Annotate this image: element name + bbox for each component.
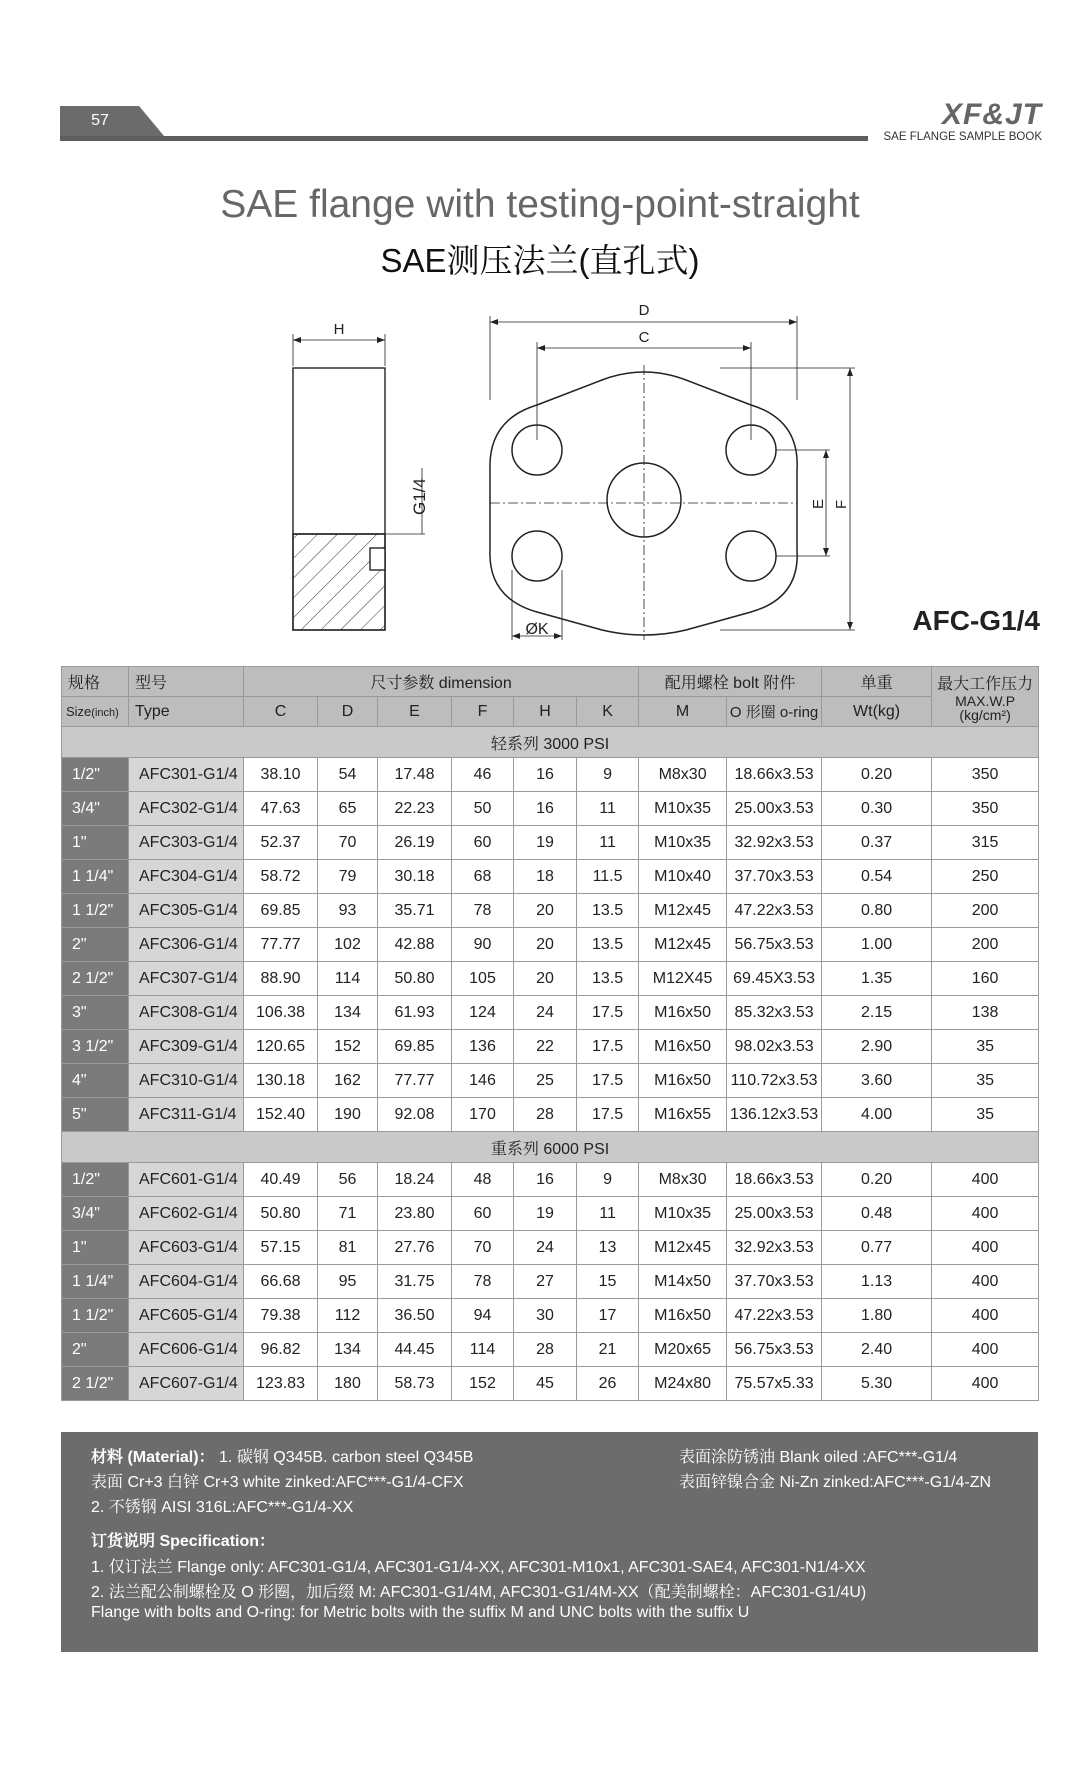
table-cell: M10x35: [639, 826, 727, 860]
hdr-bolt: 配用螺栓 bolt 附件: [639, 667, 822, 697]
table-cell: 21: [577, 1333, 639, 1367]
table-cell: 123.83: [244, 1367, 318, 1401]
table-cell: M12x45: [639, 1231, 727, 1265]
table-cell: 60: [452, 826, 514, 860]
spec-line-1: 1. 仅订法兰 Flange only: AFC301-G1/4, AFC301-G1/4-XX, AFC301-M10x1, AFC301-SAE4, AFC301-N1/4-XX: [91, 1559, 866, 1576]
table-cell: M12X45: [639, 962, 727, 996]
material-text-1: 1. 碳钢 Q345B. carbon steel Q345B: [214, 1449, 474, 1466]
table-cell: 13: [577, 1231, 639, 1265]
table-cell: 15: [577, 1265, 639, 1299]
table-cell: 19: [514, 1197, 577, 1231]
table-cell: 50: [452, 792, 514, 826]
table-cell: AFC311-G1/4: [129, 1098, 244, 1132]
table-cell: 40.49: [244, 1163, 318, 1197]
table-cell: M12x45: [639, 894, 727, 928]
table-cell: 71: [318, 1197, 378, 1231]
table-cell: 2": [62, 1333, 129, 1367]
table-cell: M16x55: [639, 1098, 727, 1132]
table-cell: 146: [452, 1064, 514, 1098]
table-cell: 3.60: [822, 1064, 932, 1098]
table-cell: 18.66x3.53: [727, 758, 822, 792]
material-right-2: 表面锌镍合金 Ni-Zn zinked:AFC***-G1/4-ZN: [679, 1474, 992, 1491]
header-rule: [60, 136, 868, 141]
table-cell: 17: [577, 1299, 639, 1333]
table-cell: 110.72x3.53: [727, 1064, 822, 1098]
table-cell: 60: [452, 1197, 514, 1231]
table-cell: 75.57x5.33: [727, 1367, 822, 1401]
table-cell: 0.77: [822, 1231, 932, 1265]
e-dim-label: E: [810, 498, 827, 509]
table-cell: 25.00x3.53: [727, 1197, 822, 1231]
table-cell: 13.5: [577, 962, 639, 996]
table-cell: 35: [932, 1098, 1039, 1132]
technical-drawing: [0, 295, 1080, 655]
table-cell: AFC601-G1/4: [129, 1163, 244, 1197]
hdr-col-oring: O 形圈 o-ring: [727, 697, 822, 727]
table-cell: 47.63: [244, 792, 318, 826]
table-cell: 17.5: [577, 1064, 639, 1098]
hdr-col-m: M: [639, 697, 727, 727]
table-cell: 106.38: [244, 996, 318, 1030]
page-title-cn: SAE测压法兰(直孔式): [380, 242, 700, 279]
table-cell: 88.90: [244, 962, 318, 996]
table-cell: 152: [318, 1030, 378, 1064]
table-cell: 0.80: [822, 894, 932, 928]
table-cell: 3/4": [62, 792, 129, 826]
table-cell: M16x50: [639, 996, 727, 1030]
table-cell: 170: [452, 1098, 514, 1132]
section-row-light: [62, 727, 1039, 758]
table-cell: 400: [932, 1197, 1039, 1231]
table-cell: 47.22x3.53: [727, 1299, 822, 1333]
table-cell: 315: [932, 826, 1039, 860]
table-cell: 0.20: [822, 1163, 932, 1197]
table-cell: AFC604-G1/4: [129, 1265, 244, 1299]
table-cell: 138: [932, 996, 1039, 1030]
table-cell: AFC606-G1/4: [129, 1333, 244, 1367]
heavy-series-label: 重系列 6000 PSI: [62, 1132, 1039, 1163]
table-cell: 1/2": [62, 1163, 129, 1197]
table-cell: 78: [452, 894, 514, 928]
table-row: [62, 792, 1039, 826]
table-cell: 112: [318, 1299, 378, 1333]
table-cell: AFC303-G1/4: [129, 826, 244, 860]
table-cell: 94: [452, 1299, 514, 1333]
table-cell: 5.30: [822, 1367, 932, 1401]
table-cell: 18: [514, 860, 577, 894]
light-series-label: 轻系列 3000 PSI: [62, 727, 1039, 758]
table-row: [62, 1098, 1039, 1132]
table-cell: 16: [514, 792, 577, 826]
table-cell: 38.10: [244, 758, 318, 792]
table-cell: 30.18: [378, 860, 452, 894]
table-row: [62, 894, 1039, 928]
table-cell: M16x50: [639, 1030, 727, 1064]
table-cell: 22: [514, 1030, 577, 1064]
spec-label: 订货说明 Specification：: [91, 1533, 276, 1550]
table-cell: 96.82: [244, 1333, 318, 1367]
material-line-2: 表面 Cr+3 白锌 Cr+3 white zinked:AFC***-G1/4-CFX: [91, 1474, 464, 1491]
table-cell: M20x65: [639, 1333, 727, 1367]
f-dim-label: F: [833, 499, 850, 509]
model-code: AFC-G1/4: [912, 605, 1040, 636]
table-row: [62, 1299, 1039, 1333]
table-cell: M16x50: [639, 1064, 727, 1098]
table-cell: 56: [318, 1163, 378, 1197]
table-cell: 0.30: [822, 792, 932, 826]
table-cell: 27: [514, 1265, 577, 1299]
table-cell: 32.92x3.53: [727, 1231, 822, 1265]
table-cell: 11: [577, 826, 639, 860]
table-cell: 35: [932, 1064, 1039, 1098]
d-dim-label: D: [638, 302, 650, 319]
table-cell: 24: [514, 1231, 577, 1265]
table-cell: 350: [932, 758, 1039, 792]
table-cell: 23.80: [378, 1197, 452, 1231]
table-cell: 69.85: [244, 894, 318, 928]
table-cell: 130.18: [244, 1064, 318, 1098]
hdr-pressure: [932, 667, 1039, 727]
table-cell: 93: [318, 894, 378, 928]
table-cell: 57.15: [244, 1231, 318, 1265]
table-cell: 18.66x3.53: [727, 1163, 822, 1197]
table-cell: AFC305-G1/4: [129, 894, 244, 928]
table-cell: 160: [932, 962, 1039, 996]
table-cell: 26.19: [378, 826, 452, 860]
hdr-col-f: F: [452, 697, 514, 727]
table-cell: 18.24: [378, 1163, 452, 1197]
table-cell: 1.13: [822, 1265, 932, 1299]
table-row: [62, 1231, 1039, 1265]
table-cell: 69.45X3.53: [727, 962, 822, 996]
table-cell: 134: [318, 1333, 378, 1367]
table-cell: 250: [932, 860, 1039, 894]
table-cell: 124: [452, 996, 514, 1030]
table-cell: 1.35: [822, 962, 932, 996]
table-cell: 1.80: [822, 1299, 932, 1333]
table-cell: 31.75: [378, 1265, 452, 1299]
h-dim-label: H: [333, 321, 345, 338]
table-cell: 79: [318, 860, 378, 894]
table-cell: 17.5: [577, 1030, 639, 1064]
table-row: [62, 1333, 1039, 1367]
table-cell: 35: [932, 1030, 1039, 1064]
material-label: 材料 (Material)：: [91, 1449, 215, 1466]
table-cell: 400: [932, 1367, 1039, 1401]
table-cell: 19: [514, 826, 577, 860]
table-cell: 0.37: [822, 826, 932, 860]
hdr-col-h: H: [514, 697, 577, 727]
table-cell: 27.76: [378, 1231, 452, 1265]
table-row: [62, 928, 1039, 962]
table-cell: 30: [514, 1299, 577, 1333]
page-number: 57: [91, 112, 109, 129]
table-cell: 1.00: [822, 928, 932, 962]
table-cell: 20: [514, 928, 577, 962]
table-cell: AFC603-G1/4: [129, 1231, 244, 1265]
table-cell: 1 1/4": [62, 1265, 129, 1299]
table-cell: 400: [932, 1163, 1039, 1197]
table-cell: 136.12x3.53: [727, 1098, 822, 1132]
table-cell: 3": [62, 996, 129, 1030]
table-cell: 78: [452, 1265, 514, 1299]
table-cell: 400: [932, 1231, 1039, 1265]
table-cell: 13.5: [577, 894, 639, 928]
table-cell: AFC304-G1/4: [129, 860, 244, 894]
table-cell: 35.71: [378, 894, 452, 928]
hdr-col-c: C: [244, 697, 318, 727]
table-cell: 9: [577, 1163, 639, 1197]
table-cell: 85.32x3.53: [727, 996, 822, 1030]
table-cell: 0.54: [822, 860, 932, 894]
table-cell: 45: [514, 1367, 577, 1401]
table-cell: 1": [62, 1231, 129, 1265]
table-cell: 46: [452, 758, 514, 792]
table-cell: 16: [514, 758, 577, 792]
c-dim-label: C: [638, 329, 650, 346]
table-cell: 400: [932, 1333, 1039, 1367]
table-cell: 77.77: [244, 928, 318, 962]
table-cell: 24: [514, 996, 577, 1030]
table-cell: 70: [452, 1231, 514, 1265]
table-cell: 9: [577, 758, 639, 792]
table-cell: 190: [318, 1098, 378, 1132]
table-cell: 1 1/2": [62, 894, 129, 928]
table-cell: 81: [318, 1231, 378, 1265]
table-cell: 92.08: [378, 1098, 452, 1132]
table-cell: 58.72: [244, 860, 318, 894]
table-cell: 1/2": [62, 758, 129, 792]
table-cell: M10x35: [639, 792, 727, 826]
table-cell: AFC307-G1/4: [129, 962, 244, 996]
table-cell: M24x80: [639, 1367, 727, 1401]
table-cell: 134: [318, 996, 378, 1030]
table-cell: 114: [318, 962, 378, 996]
table-cell: 200: [932, 928, 1039, 962]
table-cell: 3/4": [62, 1197, 129, 1231]
table-cell: 11.5: [577, 860, 639, 894]
table-cell: 400: [932, 1265, 1039, 1299]
hdr-weight-en: Wt(kg): [822, 697, 932, 727]
spec-table: [61, 666, 1039, 1401]
table-row: [62, 1163, 1039, 1197]
table-row: [62, 1367, 1039, 1401]
spec-line-3: Flange with bolts and O-ring: for Metric bolts with the suffix M and UNC bolts with the suffix U: [91, 1604, 750, 1621]
hdr-size-en: Size(inch): [62, 697, 129, 727]
table-cell: 42.88: [378, 928, 452, 962]
table-cell: 2": [62, 928, 129, 962]
table-row: [62, 1064, 1039, 1098]
heavy-series-rows: [62, 1163, 1039, 1401]
table-cell: AFC602-G1/4: [129, 1197, 244, 1231]
table-cell: AFC306-G1/4: [129, 928, 244, 962]
k-dim-label: ØK: [525, 621, 549, 638]
table-cell: M8x30: [639, 758, 727, 792]
table-cell: 77.77: [378, 1064, 452, 1098]
table-cell: 25.00x3.53: [727, 792, 822, 826]
table-cell: 20: [514, 962, 577, 996]
table-cell: 56.75x3.53: [727, 928, 822, 962]
table-cell: AFC310-G1/4: [129, 1064, 244, 1098]
hdr-size-cn: 规格: [62, 667, 129, 697]
table-cell: 1 1/4": [62, 860, 129, 894]
table-cell: 16: [514, 1163, 577, 1197]
table-cell: 95: [318, 1265, 378, 1299]
table-cell: 61.93: [378, 996, 452, 1030]
table-cell: 79.38: [244, 1299, 318, 1333]
table-cell: 11: [577, 1197, 639, 1231]
table-cell: 4": [62, 1064, 129, 1098]
table-cell: 50.80: [378, 962, 452, 996]
hdr-col-k: K: [577, 697, 639, 727]
table-row: [62, 826, 1039, 860]
hdr-pressure-unit: (kg/cm²): [959, 707, 1011, 723]
material-line-1: [91, 1444, 473, 1467]
table-cell: 50.80: [244, 1197, 318, 1231]
table-cell: 1 1/2": [62, 1299, 129, 1333]
table-cell: 17.48: [378, 758, 452, 792]
table-cell: 11: [577, 792, 639, 826]
table-cell: 17.5: [577, 996, 639, 1030]
table-row: [62, 996, 1039, 1030]
table-cell: 5": [62, 1098, 129, 1132]
port-dim-label: G1/4: [410, 478, 429, 515]
table-cell: 152: [452, 1367, 514, 1401]
page-title-en: SAE flange with testing-point-straight: [220, 183, 860, 226]
table-cell: 28: [514, 1333, 577, 1367]
table-cell: 1": [62, 826, 129, 860]
material-line-3: 2. 不锈钢 AISI 316L:AFC***-G1/4-XX: [91, 1499, 354, 1516]
hdr-pressure-en: MAX.W.P: [955, 693, 1016, 709]
table-row: [62, 962, 1039, 996]
table-cell: 350: [932, 792, 1039, 826]
table-cell: 17.5: [577, 1098, 639, 1132]
table-cell: 2.15: [822, 996, 932, 1030]
table-cell: 65: [318, 792, 378, 826]
material-right-1: 表面涂防锈油 Blank oiled :AFC***-G1/4: [679, 1449, 958, 1466]
table-cell: 48: [452, 1163, 514, 1197]
spec-line-2: 2. 法兰配公制螺栓及 O 形圈，加后缀 M: AFC301-G1/4M, AFC301-G1/4M-XX（配美制螺栓：AFC301-G1/4U): [91, 1584, 867, 1601]
table-cell: 105: [452, 962, 514, 996]
light-series-rows: [62, 758, 1039, 1132]
table-cell: 0.48: [822, 1197, 932, 1231]
table-cell: 37.70x3.53: [727, 1265, 822, 1299]
hdr-col-d: D: [318, 697, 378, 727]
table-cell: 20: [514, 894, 577, 928]
notes-panel: [61, 1432, 1038, 1652]
table-cell: 3 1/2": [62, 1030, 129, 1064]
table-cell: 4.00: [822, 1098, 932, 1132]
table-cell: 56.75x3.53: [727, 1333, 822, 1367]
table-row: [62, 1197, 1039, 1231]
table-cell: 25: [514, 1064, 577, 1098]
table-cell: 136: [452, 1030, 514, 1064]
table-cell: 152.40: [244, 1098, 318, 1132]
table-cell: 2.40: [822, 1333, 932, 1367]
table-cell: 13.5: [577, 928, 639, 962]
table-header-row-1: [62, 667, 1039, 697]
table-cell: 2.90: [822, 1030, 932, 1064]
hdr-type-en: Type: [129, 697, 244, 727]
table-cell: AFC309-G1/4: [129, 1030, 244, 1064]
table-cell: 66.68: [244, 1265, 318, 1299]
hdr-dimension: 尺寸参数 dimension: [244, 667, 639, 697]
table-cell: AFC308-G1/4: [129, 996, 244, 1030]
table-cell: 120.65: [244, 1030, 318, 1064]
table-cell: M12x45: [639, 928, 727, 962]
table-cell: M10x35: [639, 1197, 727, 1231]
hdr-col-e: E: [378, 697, 452, 727]
table-cell: 180: [318, 1367, 378, 1401]
table-cell: AFC302-G1/4: [129, 792, 244, 826]
table-cell: M8x30: [639, 1163, 727, 1197]
table-cell: 37.70x3.53: [727, 860, 822, 894]
table-cell: AFC607-G1/4: [129, 1367, 244, 1401]
table-cell: 36.50: [378, 1299, 452, 1333]
book-title: SAE FLANGE SAMPLE BOOK: [883, 131, 1042, 143]
hdr-pressure-cn: 最大工作压力: [937, 676, 1034, 693]
table-cell: 162: [318, 1064, 378, 1098]
table-cell: 90: [452, 928, 514, 962]
hdr-weight-cn: 单重: [822, 667, 932, 697]
table-row: [62, 1030, 1039, 1064]
brand-logo: XF&JT: [941, 98, 1042, 131]
table-header-row-2: [62, 697, 1039, 727]
table-cell: 0.20: [822, 758, 932, 792]
table-cell: 54: [318, 758, 378, 792]
section-row-heavy: [62, 1132, 1039, 1163]
table-cell: 102: [318, 928, 378, 962]
table-cell: M10x40: [639, 860, 727, 894]
table-cell: 69.85: [378, 1030, 452, 1064]
table-row: [62, 758, 1039, 792]
table-row: [62, 1265, 1039, 1299]
front-view: [490, 316, 855, 640]
table-cell: AFC605-G1/4: [129, 1299, 244, 1333]
table-cell: 70: [318, 826, 378, 860]
table-cell: 28: [514, 1098, 577, 1132]
table-cell: 22.23: [378, 792, 452, 826]
table-row: [62, 860, 1039, 894]
table-cell: 68: [452, 860, 514, 894]
table-cell: 2 1/2": [62, 1367, 129, 1401]
table-cell: 44.45: [378, 1333, 452, 1367]
table-cell: 400: [932, 1299, 1039, 1333]
table-cell: 200: [932, 894, 1039, 928]
table-cell: 47.22x3.53: [727, 894, 822, 928]
table-cell: 32.92x3.53: [727, 826, 822, 860]
table-cell: 26: [577, 1367, 639, 1401]
table-cell: M14x50: [639, 1265, 727, 1299]
table-cell: 52.37: [244, 826, 318, 860]
table-cell: 2 1/2": [62, 962, 129, 996]
table-cell: AFC301-G1/4: [129, 758, 244, 792]
table-cell: 114: [452, 1333, 514, 1367]
table-cell: 98.02x3.53: [727, 1030, 822, 1064]
side-view: [293, 334, 425, 630]
table-cell: M16x50: [639, 1299, 727, 1333]
hdr-type-cn: 型号: [129, 667, 244, 697]
table-cell: 58.73: [378, 1367, 452, 1401]
